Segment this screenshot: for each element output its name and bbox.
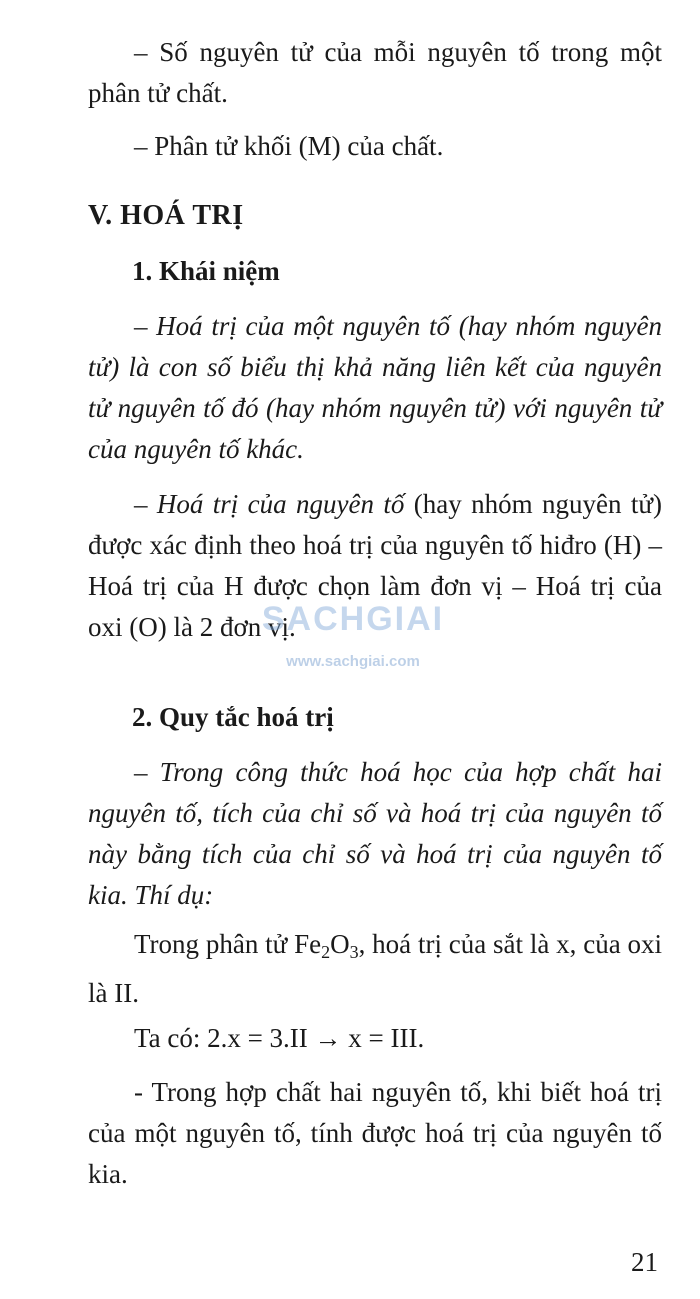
rule-example-tail: , hoá trị của sắt là x, của oxi là II. xyxy=(88,929,662,1008)
concept-paragraph-1: – Hoá trị của một nguyên tố (hay nhóm nguyên tử) là con số biểu thị khả năng liên kết của nguyên tử nguyên tố đó (hay nhóm nguyên tử) với nguyên tử của nguyên tố khác. xyxy=(88,311,662,464)
watermark xyxy=(248,600,458,700)
rule-example-lead: Trong phân tử xyxy=(134,929,295,959)
watermark-url: www.sachgiai.com xyxy=(286,653,420,670)
subsection-title-concept: 1. Khái niệm xyxy=(132,256,280,286)
page-number: 21 xyxy=(631,1247,658,1277)
formula-fe-subscript: 2 xyxy=(321,942,331,962)
subsection-title-rule: 2. Quy tắc hoá trị xyxy=(132,702,334,732)
rule-example xyxy=(88,924,662,1014)
formula-fe: Fe xyxy=(294,929,322,959)
intro-line-1: – Số nguyên tử của mỗi nguyên tố trong một phân tử chất. xyxy=(88,37,662,108)
intro-line-2: – Phân tử khối (M) của chất. xyxy=(134,131,444,161)
section-title: V. HOÁ TRỊ xyxy=(88,200,244,231)
concept-paragraph-2-italic: – Hoá trị của nguyên tố xyxy=(134,489,405,519)
concept-paragraph-2-text: (hay nhóm nguyên tử) được xác định theo hoá trị của nguyên tố hiđro (H) – Hoá trị của H được chọn làm đơn vị – Hoá trị của oxi (O) là 2 đơn vị. xyxy=(88,489,662,642)
formula-o: O xyxy=(330,929,350,959)
rule-paragraph-4: - Trong hợp chất hai nguyên tố, khi biết hoá trị của một nguyên tố, tính được hoá trị của nguyên tố kia. xyxy=(88,1077,662,1189)
formula-o-subscript: 3 xyxy=(349,942,359,962)
rule-calculation: Ta có: 2.x = 3.II → x = III. xyxy=(134,1023,425,1053)
rule-paragraph-1: – Trong công thức hoá học của hợp chất hai nguyên tố, tích của chỉ số và hoá trị của nguyên tố này bằng tích của chỉ số và hoá trị của nguyên tố kia. Thí dụ: xyxy=(88,757,662,910)
watermark-logo: SACHGIAI xyxy=(261,600,445,638)
